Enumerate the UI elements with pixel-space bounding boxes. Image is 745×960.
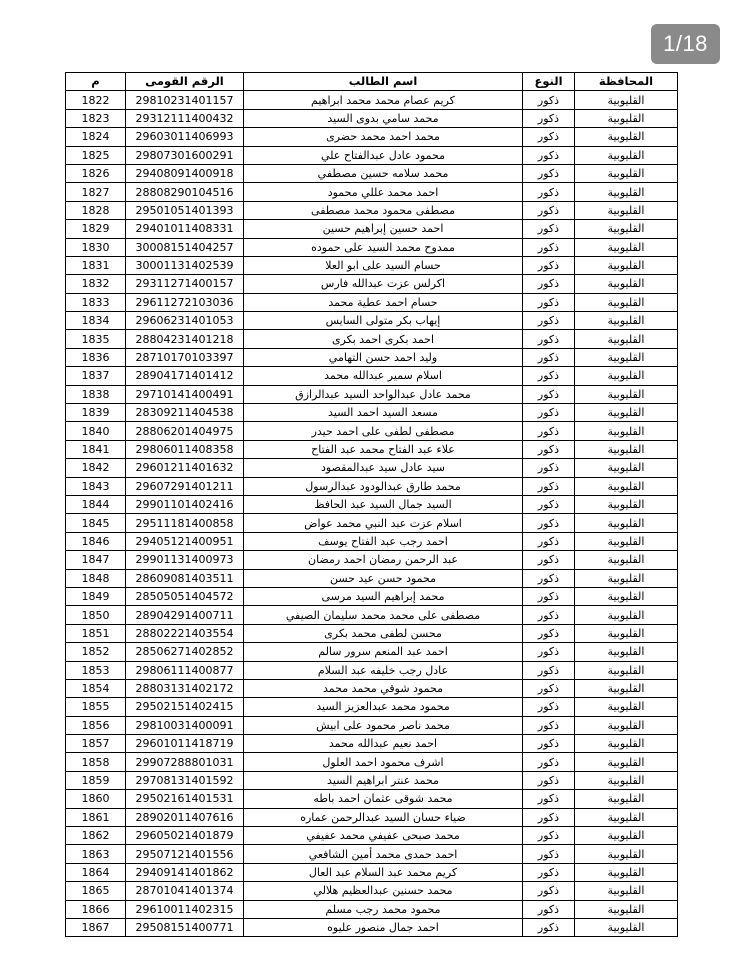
cell-governorate: القليوبية <box>575 514 678 532</box>
cell-index: 1848 <box>66 569 126 587</box>
cell-national-id: 29907288801031 <box>126 753 244 771</box>
cell-index: 1824 <box>66 128 126 146</box>
cell-student-name: احمد بكرى احمد بكرى <box>244 330 523 348</box>
cell-national-id: 29511181400858 <box>126 514 244 532</box>
cell-national-id: 30008151404257 <box>126 238 244 256</box>
cell-national-id: 29409141401862 <box>126 863 244 881</box>
cell-governorate: القليوبية <box>575 459 678 477</box>
table-row <box>66 698 678 716</box>
cell-type: ذكور <box>523 201 575 219</box>
cell-type: ذكور <box>523 661 575 679</box>
cell-type: ذكور <box>523 918 575 936</box>
cell-type: ذكور <box>523 900 575 918</box>
cell-governorate: القليوبية <box>575 845 678 863</box>
cell-student-name: عبد الرحمن رمضان احمد رمضان <box>244 551 523 569</box>
cell-national-id: 29810031400091 <box>126 716 244 734</box>
cell-type: ذكور <box>523 532 575 550</box>
cell-type: ذكور <box>523 164 575 182</box>
cell-governorate: القليوبية <box>575 863 678 881</box>
cell-index: 1840 <box>66 422 126 440</box>
cell-student-name: اسلام عزت عبد النبي محمد عواض <box>244 514 523 532</box>
cell-governorate: القليوبية <box>575 201 678 219</box>
table-row <box>66 238 678 256</box>
cell-student-name: محمود محمد عبدالعزيز السيد <box>244 698 523 716</box>
table-row <box>66 293 678 311</box>
cell-governorate: القليوبية <box>575 312 678 330</box>
cell-type: ذكور <box>523 808 575 826</box>
table-row <box>66 385 678 403</box>
cell-governorate: القليوبية <box>575 716 678 734</box>
table-row <box>66 146 678 164</box>
cell-national-id: 29605021401879 <box>126 827 244 845</box>
cell-student-name: ممدوح محمد السيد على حموده <box>244 238 523 256</box>
cell-index: 1831 <box>66 256 126 274</box>
cell-type: ذكور <box>523 91 575 109</box>
cell-type: ذكور <box>523 882 575 900</box>
cell-national-id: 30001131402539 <box>126 256 244 274</box>
cell-national-id: 29606231401053 <box>126 312 244 330</box>
student-roster-table-container <box>66 72 678 937</box>
cell-index: 1850 <box>66 606 126 624</box>
cell-national-id: 28904291400711 <box>126 606 244 624</box>
cell-student-name: اسلام سمير عبدالله محمد <box>244 367 523 385</box>
cell-national-id: 28505051404572 <box>126 587 244 605</box>
cell-governorate: القليوبية <box>575 661 678 679</box>
cell-student-name: علاء عبد الفتاح محمد عبد الفتاح <box>244 440 523 458</box>
cell-governorate: القليوبية <box>575 348 678 366</box>
cell-index: 1862 <box>66 827 126 845</box>
cell-index: 1841 <box>66 440 126 458</box>
cell-type: ذكور <box>523 238 575 256</box>
cell-student-name: مصطفى لطفى على احمد حيدر <box>244 422 523 440</box>
cell-index: 1822 <box>66 91 126 109</box>
cell-index: 1861 <box>66 808 126 826</box>
cell-governorate: القليوبية <box>575 532 678 550</box>
cell-governorate: القليوبية <box>575 385 678 403</box>
table-row <box>66 477 678 495</box>
cell-governorate: القليوبية <box>575 477 678 495</box>
cell-student-name: محمد عنتر ابراهيم السيد <box>244 771 523 789</box>
table-body <box>66 91 678 937</box>
cell-national-id: 29502161401531 <box>126 790 244 808</box>
table-row <box>66 128 678 146</box>
table-row <box>66 404 678 422</box>
cell-student-name: ضياء حسان السيد عبدالرحمن عماره <box>244 808 523 826</box>
cell-index: 1854 <box>66 679 126 697</box>
cell-governorate: القليوبية <box>575 643 678 661</box>
cell-type: ذكور <box>523 146 575 164</box>
cell-type: ذكور <box>523 698 575 716</box>
cell-type: ذكور <box>523 404 575 422</box>
cell-student-name: احمد عبد المنعم سرور سالم <box>244 643 523 661</box>
cell-governorate: القليوبية <box>575 900 678 918</box>
cell-index: 1858 <box>66 753 126 771</box>
cell-student-name: محمود حسن عيد حسن <box>244 569 523 587</box>
cell-student-name: احمد جمال منصور عليوه <box>244 918 523 936</box>
cell-governorate: القليوبية <box>575 128 678 146</box>
cell-index: 1856 <box>66 716 126 734</box>
cell-student-name: حسام السيد على ابو العلا <box>244 256 523 274</box>
cell-national-id: 29501051401393 <box>126 201 244 219</box>
table-row <box>66 256 678 274</box>
cell-national-id: 29607291401211 <box>126 477 244 495</box>
cell-governorate: القليوبية <box>575 569 678 587</box>
table-row <box>66 348 678 366</box>
table-row <box>66 514 678 532</box>
cell-index: 1839 <box>66 404 126 422</box>
student-roster-table <box>65 72 678 937</box>
cell-index: 1832 <box>66 275 126 293</box>
cell-governorate: القليوبية <box>575 606 678 624</box>
table-row <box>66 495 678 513</box>
cell-national-id: 29312111400432 <box>126 109 244 127</box>
table-row <box>66 735 678 753</box>
cell-index: 1853 <box>66 661 126 679</box>
cell-governorate: القليوبية <box>575 587 678 605</box>
cell-student-name: محسن لطفى محمد بكرى <box>244 624 523 642</box>
cell-governorate: القليوبية <box>575 808 678 826</box>
cell-student-name: محمد سلامه حسين مصطفي <box>244 164 523 182</box>
cell-student-name: اشرف محمود احمد العلول <box>244 753 523 771</box>
cell-index: 1849 <box>66 587 126 605</box>
cell-governorate: القليوبية <box>575 827 678 845</box>
cell-governorate: القليوبية <box>575 753 678 771</box>
cell-national-id: 29810231401157 <box>126 91 244 109</box>
cell-national-id: 29807301600291 <box>126 146 244 164</box>
cell-student-name: احمد حسين إبراهيم حسين <box>244 220 523 238</box>
cell-type: ذكور <box>523 771 575 789</box>
cell-student-name: محمد طارق عبدالودود عبدالرسول <box>244 477 523 495</box>
cell-type: ذكور <box>523 679 575 697</box>
cell-index: 1837 <box>66 367 126 385</box>
cell-governorate: القليوبية <box>575 275 678 293</box>
cell-type: ذكور <box>523 128 575 146</box>
cell-index: 1844 <box>66 495 126 513</box>
cell-type: ذكور <box>523 716 575 734</box>
table-row <box>66 753 678 771</box>
cell-type: ذكور <box>523 477 575 495</box>
cell-type: ذكور <box>523 183 575 201</box>
cell-student-name: محمود عادل عبدالفتاح علي <box>244 146 523 164</box>
cell-governorate: القليوبية <box>575 256 678 274</box>
table-row <box>66 91 678 109</box>
cell-type: ذكور <box>523 753 575 771</box>
table-row <box>66 275 678 293</box>
cell-national-id: 29507121401556 <box>126 845 244 863</box>
cell-national-id: 29710141400491 <box>126 385 244 403</box>
cell-student-name: احمد محمد عللي محمود <box>244 183 523 201</box>
cell-governorate: القليوبية <box>575 183 678 201</box>
table-row <box>66 109 678 127</box>
table-row <box>66 790 678 808</box>
table-row <box>66 220 678 238</box>
cell-type: ذكور <box>523 275 575 293</box>
cell-index: 1833 <box>66 293 126 311</box>
cell-governorate: القليوبية <box>575 882 678 900</box>
cell-type: ذكور <box>523 790 575 808</box>
cell-type: ذكور <box>523 735 575 753</box>
cell-national-id: 28806201404975 <box>126 422 244 440</box>
cell-governorate: القليوبية <box>575 238 678 256</box>
table-row <box>66 716 678 734</box>
cell-type: ذكور <box>523 367 575 385</box>
cell-national-id: 29610011402315 <box>126 900 244 918</box>
cell-index: 1867 <box>66 918 126 936</box>
cell-index: 1825 <box>66 146 126 164</box>
cell-governorate: القليوبية <box>575 551 678 569</box>
cell-index: 1838 <box>66 385 126 403</box>
cell-governorate: القليوبية <box>575 91 678 109</box>
cell-student-name: محمد ناصر محمود على ابيش <box>244 716 523 734</box>
cell-national-id: 28710170103397 <box>126 348 244 366</box>
cell-governorate: القليوبية <box>575 440 678 458</box>
cell-index: 1852 <box>66 643 126 661</box>
column-header-student-name: اسم الطالب <box>244 73 523 91</box>
table-row <box>66 827 678 845</box>
cell-index: 1843 <box>66 477 126 495</box>
cell-national-id: 29408091400918 <box>126 164 244 182</box>
table-row <box>66 587 678 605</box>
cell-index: 1834 <box>66 312 126 330</box>
table-row <box>66 808 678 826</box>
cell-type: ذكور <box>523 606 575 624</box>
cell-index: 1846 <box>66 532 126 550</box>
table-row <box>66 312 678 330</box>
table-row <box>66 863 678 881</box>
cell-student-name: وليد احمد حسن التهامي <box>244 348 523 366</box>
cell-type: ذكور <box>523 293 575 311</box>
cell-type: ذكور <box>523 440 575 458</box>
cell-student-name: حسام احمد عطية محمد <box>244 293 523 311</box>
table-row <box>66 422 678 440</box>
cell-governorate: القليوبية <box>575 109 678 127</box>
table-row <box>66 183 678 201</box>
cell-national-id: 28609081403511 <box>126 569 244 587</box>
table-row <box>66 661 678 679</box>
table-row <box>66 643 678 661</box>
table-row <box>66 882 678 900</box>
cell-type: ذكور <box>523 109 575 127</box>
table-row <box>66 606 678 624</box>
cell-national-id: 29611272103036 <box>126 293 244 311</box>
cell-student-name: محمد عادل عبدالواحد السيد عبدالرازق <box>244 385 523 403</box>
cell-index: 1842 <box>66 459 126 477</box>
cell-governorate: القليوبية <box>575 735 678 753</box>
table-row <box>66 551 678 569</box>
table-row <box>66 900 678 918</box>
cell-student-name: مصطفى على محمد محمد سليمان الصيفي <box>244 606 523 624</box>
cell-student-name: مصطفى محمود محمد مصطفى <box>244 201 523 219</box>
cell-student-name: سيد عادل سيد عبدالمقصود <box>244 459 523 477</box>
cell-type: ذكور <box>523 385 575 403</box>
cell-index: 1863 <box>66 845 126 863</box>
page-indicator-badge: 1/18 <box>651 24 720 64</box>
table-row <box>66 367 678 385</box>
cell-type: ذكور <box>523 312 575 330</box>
cell-national-id: 29508151400771 <box>126 918 244 936</box>
cell-national-id: 29502151402415 <box>126 698 244 716</box>
cell-governorate: القليوبية <box>575 220 678 238</box>
cell-national-id: 29401011408331 <box>126 220 244 238</box>
cell-national-id: 29806111400877 <box>126 661 244 679</box>
cell-national-id: 28309211404538 <box>126 404 244 422</box>
cell-governorate: القليوبية <box>575 918 678 936</box>
cell-student-name: إيهاب بكر متولى السايس <box>244 312 523 330</box>
cell-national-id: 28904171401412 <box>126 367 244 385</box>
cell-type: ذكور <box>523 348 575 366</box>
cell-type: ذكور <box>523 220 575 238</box>
cell-governorate: القليوبية <box>575 293 678 311</box>
cell-type: ذكور <box>523 827 575 845</box>
cell-national-id: 28701041401374 <box>126 882 244 900</box>
cell-student-name: مسعد السيد احمد السيد <box>244 404 523 422</box>
cell-type: ذكور <box>523 551 575 569</box>
cell-student-name: كريم محمد عبد السلام عبد العال <box>244 863 523 881</box>
cell-index: 1864 <box>66 863 126 881</box>
cell-index: 1826 <box>66 164 126 182</box>
cell-student-name: محمد سامي بدوى السيد <box>244 109 523 127</box>
cell-index: 1830 <box>66 238 126 256</box>
cell-national-id: 29603011406993 <box>126 128 244 146</box>
column-header-governorate: المحافظة <box>575 73 678 91</box>
column-header-type: النوع <box>523 73 575 91</box>
cell-type: ذكور <box>523 643 575 661</box>
table-row <box>66 201 678 219</box>
table-row <box>66 771 678 789</box>
cell-index: 1857 <box>66 735 126 753</box>
cell-index: 1860 <box>66 790 126 808</box>
cell-national-id: 28808290104516 <box>126 183 244 201</box>
cell-student-name: احمد حمدى محمد أمين الشافعي <box>244 845 523 863</box>
cell-governorate: القليوبية <box>575 367 678 385</box>
cell-type: ذكور <box>523 422 575 440</box>
cell-index: 1823 <box>66 109 126 127</box>
cell-student-name: السيد جمال السيد عبد الحافظ <box>244 495 523 513</box>
table-row <box>66 532 678 550</box>
table-row <box>66 164 678 182</box>
cell-student-name: محمد احمد محمد حضرى <box>244 128 523 146</box>
cell-national-id: 29806011408358 <box>126 440 244 458</box>
cell-governorate: القليوبية <box>575 771 678 789</box>
cell-index: 1851 <box>66 624 126 642</box>
cell-index: 1835 <box>66 330 126 348</box>
cell-index: 1836 <box>66 348 126 366</box>
cell-index: 1829 <box>66 220 126 238</box>
cell-type: ذكور <box>523 459 575 477</box>
cell-type: ذكور <box>523 569 575 587</box>
cell-index: 1855 <box>66 698 126 716</box>
cell-type: ذكور <box>523 624 575 642</box>
cell-type: ذكور <box>523 845 575 863</box>
cell-governorate: القليوبية <box>575 146 678 164</box>
cell-national-id: 29601211401632 <box>126 459 244 477</box>
cell-national-id: 29901131400973 <box>126 551 244 569</box>
table-row <box>66 459 678 477</box>
cell-national-id: 28902011407616 <box>126 808 244 826</box>
cell-student-name: محمد صبحى عفيفي محمد عفيفي <box>244 827 523 845</box>
column-header-national-id: الرقم القومى <box>126 73 244 91</box>
cell-governorate: القليوبية <box>575 495 678 513</box>
cell-student-name: احمد نعيم عبدالله محمد <box>244 735 523 753</box>
cell-type: ذكور <box>523 495 575 513</box>
cell-type: ذكور <box>523 256 575 274</box>
cell-national-id: 28804231401218 <box>126 330 244 348</box>
cell-national-id: 28802221403554 <box>126 624 244 642</box>
cell-index: 1827 <box>66 183 126 201</box>
cell-student-name: اكرلس عزت عبدالله فارس <box>244 275 523 293</box>
cell-national-id: 29405121400951 <box>126 532 244 550</box>
cell-national-id: 29311271400157 <box>126 275 244 293</box>
cell-index: 1828 <box>66 201 126 219</box>
table-row <box>66 330 678 348</box>
table-row <box>66 624 678 642</box>
cell-governorate: القليوبية <box>575 330 678 348</box>
cell-student-name: عادل رجب خليفه عبد السلام <box>244 661 523 679</box>
cell-index: 1866 <box>66 900 126 918</box>
table-row <box>66 918 678 936</box>
cell-student-name: محمود شوقي محمد محمد <box>244 679 523 697</box>
table-row <box>66 679 678 697</box>
cell-student-name: محمد حسنين عبدالعظيم هلالي <box>244 882 523 900</box>
cell-index: 1859 <box>66 771 126 789</box>
cell-governorate: القليوبية <box>575 404 678 422</box>
cell-student-name: محمود محمد رجب مسلم <box>244 900 523 918</box>
cell-index: 1845 <box>66 514 126 532</box>
table-header-row <box>66 73 678 91</box>
cell-student-name: كريم عصام محمد محمد ابراهيم <box>244 91 523 109</box>
table-row <box>66 845 678 863</box>
cell-national-id: 28803131402172 <box>126 679 244 697</box>
cell-index: 1865 <box>66 882 126 900</box>
cell-type: ذكور <box>523 863 575 881</box>
table-row <box>66 569 678 587</box>
cell-governorate: القليوبية <box>575 164 678 182</box>
cell-type: ذكور <box>523 330 575 348</box>
cell-governorate: القليوبية <box>575 698 678 716</box>
cell-national-id: 29601011418719 <box>126 735 244 753</box>
cell-student-name: محمد شوقى عثمان احمد باطه <box>244 790 523 808</box>
cell-governorate: القليوبية <box>575 624 678 642</box>
cell-national-id: 29708131401592 <box>126 771 244 789</box>
cell-national-id: 29901101402416 <box>126 495 244 513</box>
cell-governorate: القليوبية <box>575 790 678 808</box>
cell-national-id: 28506271402852 <box>126 643 244 661</box>
cell-index: 1847 <box>66 551 126 569</box>
column-header-index: م <box>66 73 126 91</box>
cell-student-name: احمد رجب عبد الفتاح يوسف <box>244 532 523 550</box>
table-row <box>66 440 678 458</box>
cell-type: ذكور <box>523 587 575 605</box>
cell-type: ذكور <box>523 514 575 532</box>
cell-student-name: محمد إبراهيم السيد مرسى <box>244 587 523 605</box>
cell-governorate: القليوبية <box>575 422 678 440</box>
cell-governorate: القليوبية <box>575 679 678 697</box>
